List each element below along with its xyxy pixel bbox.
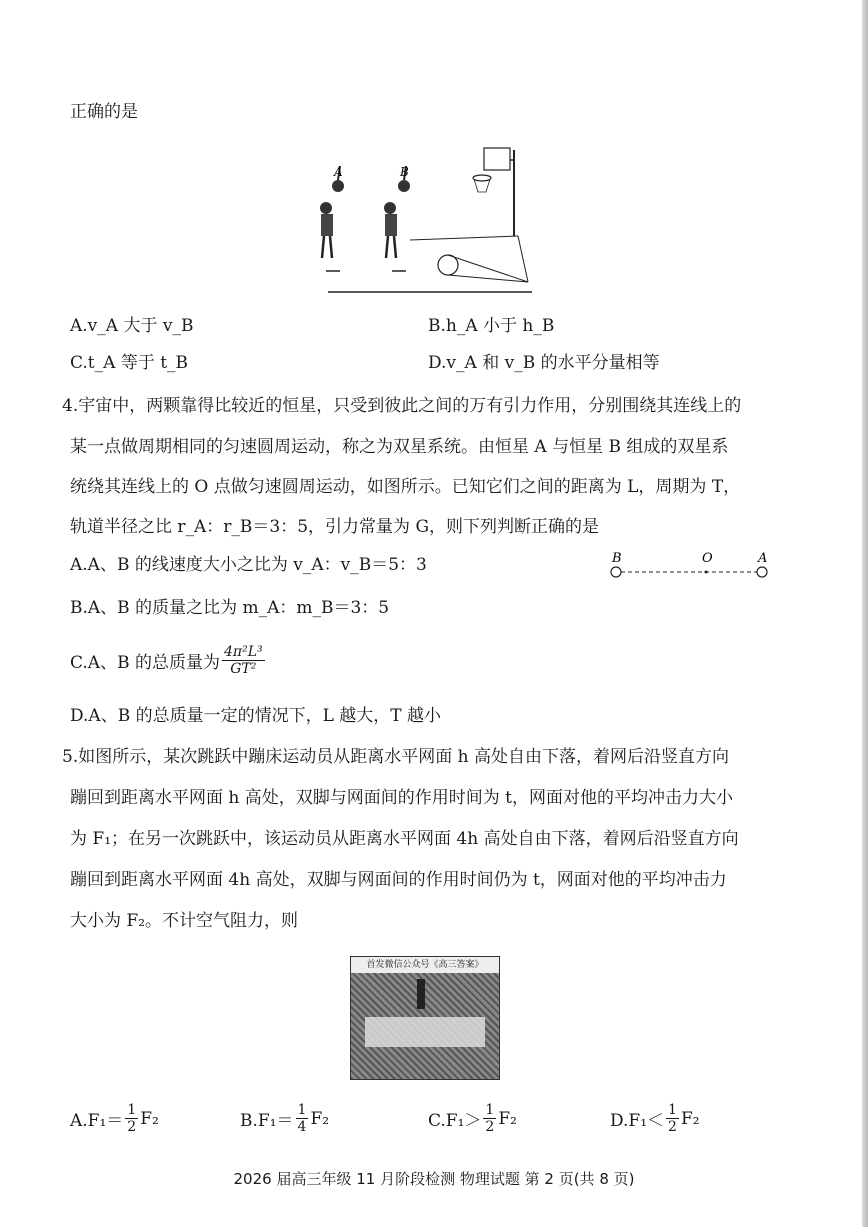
court-lane-2 (448, 275, 528, 282)
page-footer: 2026 届高三年级 11 月阶段检测 物理试题 第 2 页(共 8 页) (233, 1170, 635, 1188)
court-line-right (518, 236, 528, 282)
q4-option-a: A.A、B 的线速度大小之比为 v_A：v_B＝5：3 (70, 555, 427, 575)
q3-option-d: D.v_A 和 v_B 的水平分量相等 (428, 353, 660, 373)
q4-option-c-prefix: C.A、B 的总质量为 (70, 653, 220, 673)
ball-on-court (438, 255, 458, 275)
q5-option-a-numerator: 1 (127, 1102, 137, 1118)
basketball-figure (300, 140, 560, 300)
q4-stem-line-1: 4.宇宙中，两颗靠得比较近的恒星，只受到彼此之间的万有引力作用，分别围绕其连线上的 (62, 396, 742, 416)
page-edge (862, 0, 868, 1227)
athlete-silhouette (417, 979, 425, 1009)
q4-option-b: B.A、B 的质量之比为 m_A：m_B＝3：5 (70, 598, 390, 618)
q5-option-c-suffix: F₂ (498, 1108, 517, 1129)
q5-option-a-fraction (125, 1102, 138, 1135)
center-o (705, 571, 708, 574)
q4-option-c-numerator: 4π²L³ (223, 644, 263, 660)
q5-option-b-fraction (296, 1102, 309, 1135)
diagram-label-b: B (612, 551, 622, 566)
player-b (384, 166, 410, 271)
q3-option-a: A.v_A 大于 v_B (70, 316, 194, 336)
q5-stem-line-3: 为 F₁；在另一次跳跃中，该运动员从距离水平网面 4h 高处自由下落，着网后沿竖直方向 (70, 829, 739, 849)
q5-option-c-numerator: 1 (485, 1102, 495, 1118)
q5-option-c-denominator: 2 (485, 1119, 495, 1135)
q5-option-c (428, 1102, 517, 1135)
q3-option-b: B.h_A 小于 h_B (428, 316, 555, 336)
q5-stem-line-4: 蹦回到距离水平网面 4h 高处，双脚与网面间的作用时间仍为 t，网面对他的平均冲击力 (70, 870, 727, 890)
intro-text: 正确的是 (70, 102, 138, 122)
q5-stem-line-1: 5.如图所示，某次跳跃中蹦床运动员从距离水平网面 h 高处自由下落，着网后沿竖直方向 (62, 747, 729, 767)
q5-option-a-suffix: F₂ (140, 1108, 159, 1129)
q5-option-b-denominator: 4 (297, 1119, 307, 1135)
q5-option-d (610, 1102, 700, 1135)
q4-stem-line-4: 轨道半径之比 r_A：r_B＝3：5，引力常量为 G，则下列判断正确的是 (70, 517, 600, 537)
q4-option-c-fraction (222, 644, 265, 677)
q5-option-c-fraction (483, 1102, 496, 1135)
court-line-top (410, 236, 518, 240)
q5-option-d-fraction (666, 1102, 679, 1135)
diagram-label-o: O (702, 551, 713, 566)
q4-stem-line-3: 统绕其连线上的 O 点做匀速圆周运动，如图所示。已知它们之间的距离为 L，周期为 T， (70, 477, 741, 497)
star-a (757, 567, 767, 577)
q5-stem-line-5: 大小为 F₂。不计空气阻力，则 (70, 911, 299, 931)
q4-stem-line-2: 某一点做周期相同的匀速圆周运动，称之为双星系统。由恒星 A 与恒星 B 组成的双星系 (70, 437, 729, 457)
q5-option-b-prefix: B.F₁＝ (240, 1111, 294, 1131)
q5-option-c-prefix: C.F₁＞ (428, 1111, 482, 1131)
q5-option-d-prefix: D.F₁＜ (610, 1111, 665, 1131)
q5-option-d-suffix: F₂ (680, 1108, 700, 1129)
q4-option-d: D.A、B 的总质量一定的情况下，L 越大，T 越小 (70, 706, 442, 726)
label-b: B (400, 165, 409, 179)
q4-option-c-denominator: GT² (230, 661, 257, 677)
q5-option-b-suffix: F₂ (310, 1108, 330, 1129)
q5-option-b (240, 1102, 329, 1135)
label-a: A (334, 165, 343, 179)
trampoline-bed (365, 1017, 485, 1047)
q4-option-c (70, 644, 267, 677)
backboard (484, 148, 510, 170)
binary-star-diagram (606, 548, 776, 584)
player-a (320, 166, 344, 271)
hoop-rim (473, 175, 491, 181)
q5-stem-line-2: 蹦回到距离水平网面 h 高处，双脚与网面间的作用时间为 t，网面对他的平均冲击力大小 (70, 788, 733, 808)
trampoline-photo (350, 956, 500, 1080)
photo-caption: 首发微信公众号《高三答案》 (351, 957, 499, 973)
court-lane-1 (448, 255, 528, 282)
q5-option-a-prefix: A.F₁＝ (70, 1111, 124, 1131)
q5-option-a (70, 1102, 159, 1135)
q5-option-d-denominator: 2 (668, 1119, 677, 1135)
q5-option-b-numerator: 1 (297, 1102, 307, 1118)
q5-option-a-denominator: 2 (127, 1119, 137, 1135)
star-b (611, 567, 621, 577)
diagram-label-a: A (758, 551, 768, 566)
q5-option-d-numerator: 1 (668, 1102, 677, 1118)
q3-option-c: C.t_A 等于 t_B (70, 353, 189, 373)
